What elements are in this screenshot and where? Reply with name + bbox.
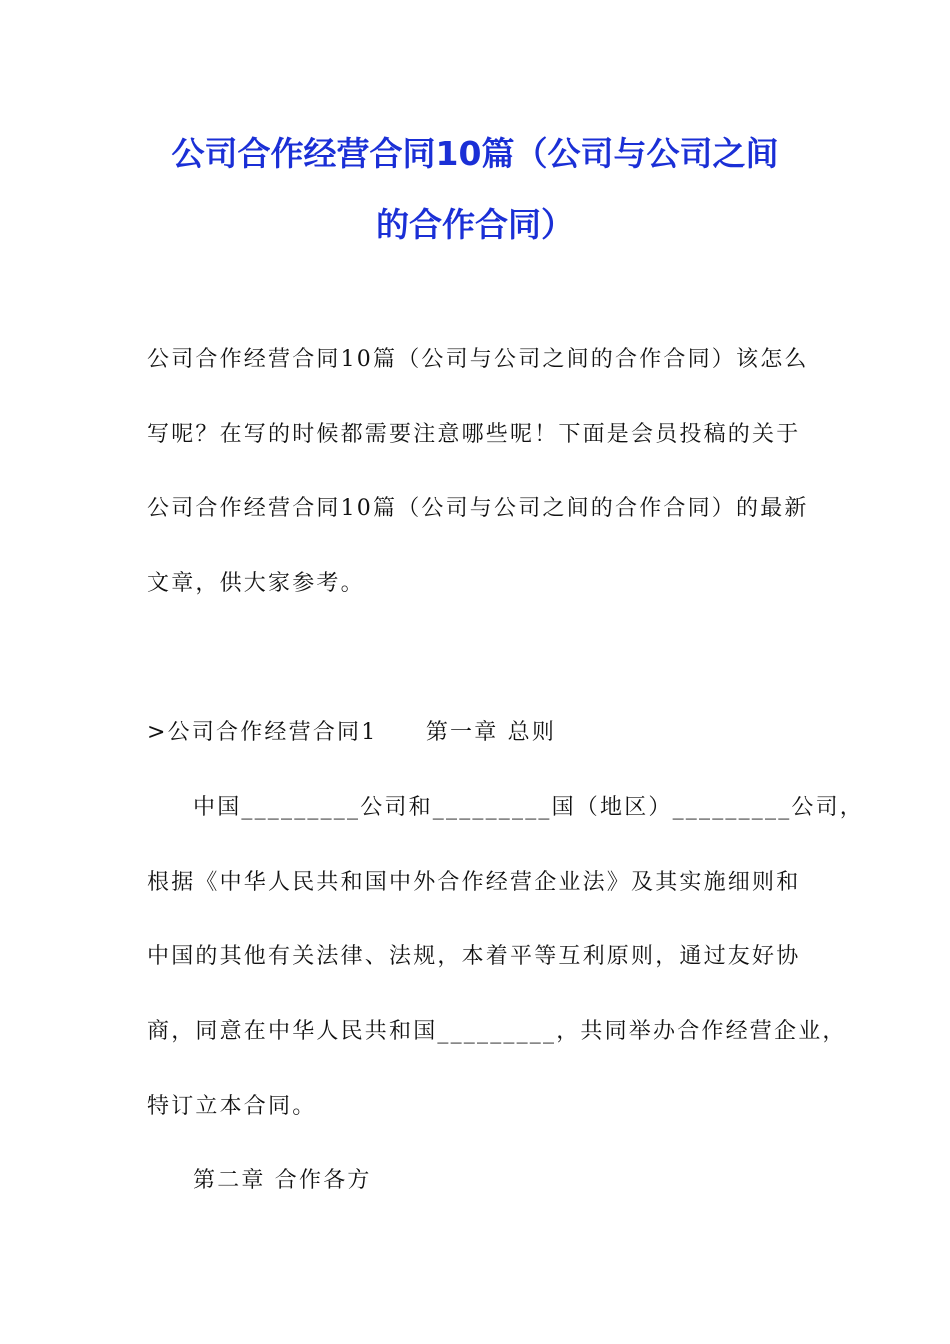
intro-line-1: 公司合作经营合同10篇（公司与公司之间的合作合同）该怎么 bbox=[147, 347, 809, 372]
chapter1-paragraph-line-5: 特订立本合同。 bbox=[147, 1094, 317, 1119]
intro-line-2: 写呢？在写的时候都需要注意哪些呢！下面是会员投稿的关于 bbox=[147, 422, 801, 447]
chapter1-paragraph-line-3: 中国的其他有关法律、法规，本着平等互利原则，通过友好协 bbox=[147, 944, 801, 969]
section-heading-contract-1: >公司合作经营合同1 第一章 总则 bbox=[147, 720, 557, 745]
chapter1-paragraph-line-2: 根据《中华人民共和国中外合作经营企业法》及其实施细则和 bbox=[147, 870, 801, 895]
chapter1-paragraph-line-4: 商，同意在中华人民共和国_________，共同举办合作经营企业， bbox=[147, 1019, 847, 1044]
chapter1-paragraph-line-1: 中国_________公司和_________国（地区）_________公司， bbox=[193, 795, 865, 820]
document-title-line-2: 的合作合同） bbox=[376, 205, 574, 244]
intro-line-4: 文章，供大家参考。 bbox=[147, 571, 365, 596]
intro-line-3: 公司合作经营合同10篇（公司与公司之间的合作合同）的最新 bbox=[147, 496, 809, 521]
document-title-line-1: 公司合作经营合同10篇（公司与公司之间 bbox=[171, 134, 779, 173]
chapter2-heading: 第二章 合作各方 bbox=[193, 1168, 372, 1193]
